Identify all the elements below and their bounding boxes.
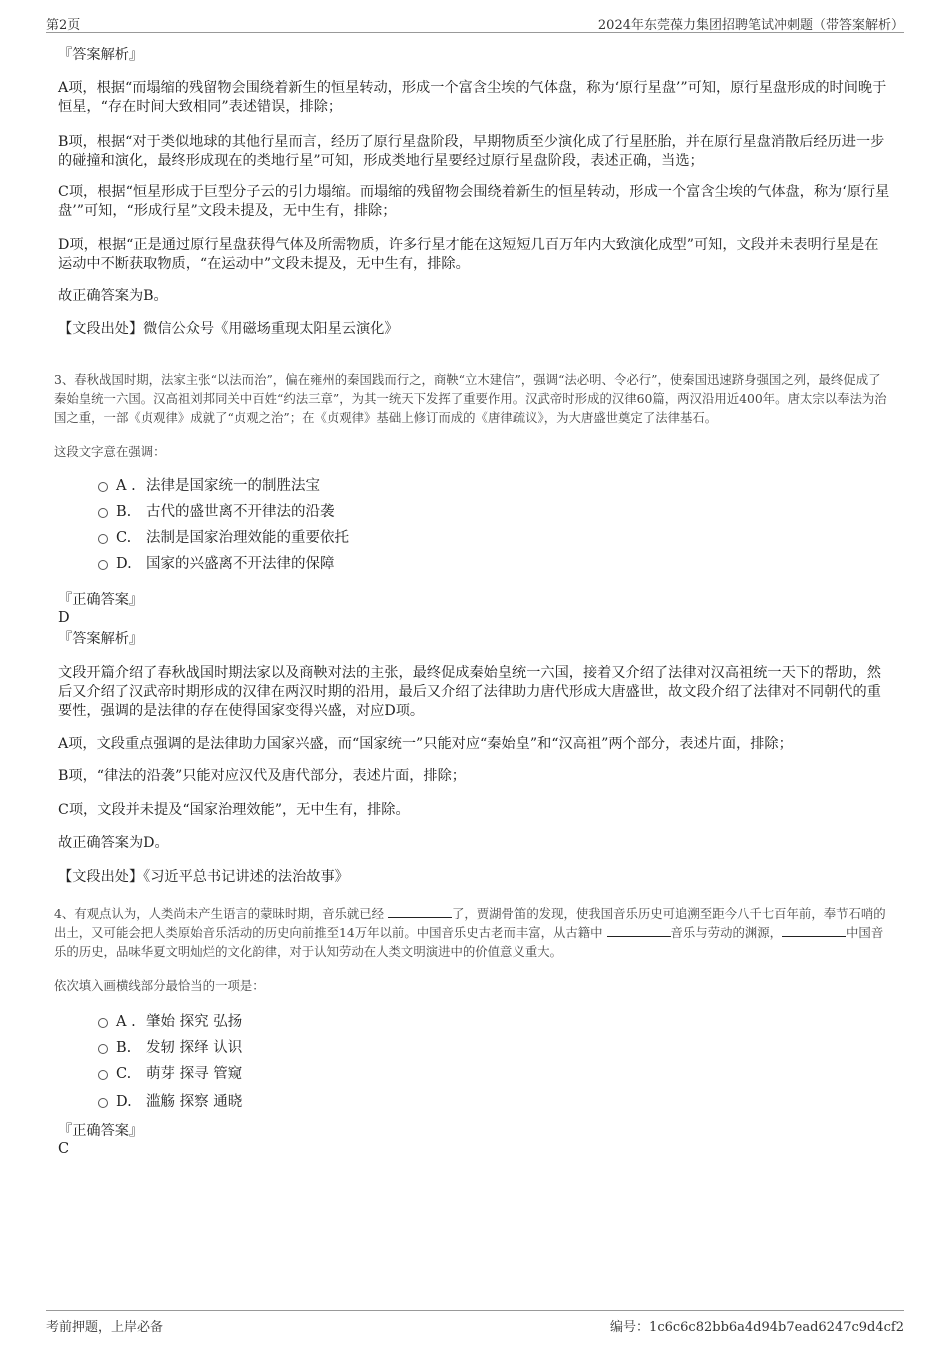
fill-blank-3 bbox=[782, 924, 846, 937]
q4-option-d[interactable]: D. 滥觞 探察 通晓 bbox=[98, 1092, 242, 1112]
q2-analysis-b: B项，根据“对于类似地球的其他行星而言，经历了原行星盘阶段，早期物质至少演化成了行星胚胎，并在原行星盘消散后经历进一步的碰撞和演化，最终形成现在的类地行星”可知，形成类地行星要经过原行星盘阶段，表述正确，当选； bbox=[58, 134, 885, 169]
q3-option-b[interactable]: B. 古代的盛世离不开律法的沿袭 bbox=[98, 502, 335, 522]
q3-analysis-c: C项，文段并未提及“国家治理效能”，无中生有，排除。 bbox=[58, 802, 410, 818]
q3-option-c[interactable]: C. 法制是国家治理效能的重要依托 bbox=[98, 528, 349, 548]
radio-icon[interactable] bbox=[98, 1070, 108, 1080]
q2-analysis-d: D项，根据“正是通过原行星盘获得气体及所需物质，许多行星才能在这短短几百万年内大致演化成型”可知，文段并未表明行星是在运动中不断获取物质，“在运动中”文段未提及，无中生有，排除。 bbox=[58, 237, 879, 272]
q3-option-a[interactable]: A . 法律是国家统一的制胜法宝 bbox=[98, 476, 320, 496]
radio-icon[interactable] bbox=[98, 508, 108, 518]
footer-slogan: 考前押题，上岸必备 bbox=[46, 1320, 164, 1335]
q4-option-b[interactable]: B. 发轫 探绎 认识 bbox=[98, 1038, 242, 1058]
page-number: 第2页 bbox=[46, 18, 81, 33]
document-id: 编号：1c6c6c82bb6a4d94b7ead6247c9d4cf2 bbox=[610, 1320, 904, 1335]
radio-icon[interactable] bbox=[98, 560, 108, 570]
q2-conclusion: 故正确答案为B。 bbox=[58, 288, 168, 304]
q4-answer-label: 『正确答案』 bbox=[58, 1123, 144, 1139]
q3-answer-label: 『正确答案』 bbox=[58, 592, 144, 608]
q2-analysis-label: 『答案解析』 bbox=[58, 47, 144, 63]
fill-blank-1 bbox=[388, 905, 452, 918]
q3-conclusion: 故正确答案为D。 bbox=[58, 835, 169, 851]
q4-option-c[interactable]: C. 萌芽 探寻 管窥 bbox=[98, 1064, 242, 1084]
q2-source: 【文段出处】微信公众号《用磁场重现太阳星云演化》 bbox=[58, 321, 399, 337]
radio-icon[interactable] bbox=[98, 1018, 108, 1028]
radio-icon[interactable] bbox=[98, 482, 108, 492]
fill-blank-2 bbox=[607, 924, 671, 937]
page-footer bbox=[46, 1310, 904, 1335]
q2-analysis-a: A项，根据“而塌缩的残留物会围绕着新生的恒星转动，形成一个富含尘埃的气体盘，称为‘原行星盘’”可知，原行星盘形成的时间晚于恒星，“存在时间大致相同”表述错误，排除； bbox=[58, 80, 887, 115]
q3-answer: D bbox=[58, 610, 70, 626]
q3-analysis-label: 『答案解析』 bbox=[58, 631, 144, 647]
q3-analysis-a: A项，文段重点强调的是法律助力国家兴盛，而“国家统一”只能对应“秦始皇”和“汉高祖”两个部分，表述片面，排除； bbox=[58, 736, 793, 752]
q4-stem: 4、有观点认为，人类尚未产生语言的蒙昧时期，音乐就已经 了，贾湖骨笛的发现，使我国音乐历史可追溯至距今八千七百年前，奉节石哨的出土，又可能会把人类原始音乐活动的历史向前推至14万年以前。中国音乐史古老而丰富，从古籍中 音乐与劳动的渊源， 中国音乐的历史，品味华夏文明灿烂的文化韵律，对于认知劳动在人类文明演进中的价值意义重大。 bbox=[54, 906, 886, 959]
q3-stem: 3、春秋战国时期，法家主张“以法而治”，偏在雍州的秦国践而行之，商鞅“立木建信”，强调“法必明、令必行”，使秦国迅速跻身强国之列，最终促成了秦始皇统一六国。汉高祖刘邦同关中百姓“约法三章”，为其一统天下发挥了重要作用。汉武帝时形成的汉律60篇，两汉沿用近400年。唐太宗以奉法为治国之重，一部《贞观律》成就了“贞观之治”；在《贞观律》基础上修订而成的《唐律疏议》，为大唐盛世奠定了法律基石。 bbox=[54, 372, 887, 425]
q3-option-d[interactable]: D. 国家的兴盛离不开法律的保障 bbox=[98, 554, 335, 574]
radio-icon[interactable] bbox=[98, 534, 108, 544]
q4-answer: C bbox=[58, 1141, 70, 1157]
radio-icon[interactable] bbox=[98, 1044, 108, 1054]
q3-source: 【文段出处】《习近平总书记讲述的法治故事》 bbox=[58, 869, 349, 885]
q3-prompt: 这段文字意在强调： bbox=[54, 444, 166, 459]
q3-analysis-b: B项，“律法的沿袭”只能对应汉代及唐代部分，表述片面，排除； bbox=[58, 768, 466, 784]
q2-analysis-c: C项，根据“恒星形成于巨型分子云的引力塌缩。而塌缩的残留物会围绕着新生的恒星转动，形成一个富含尘埃的气体盘，称为‘原行星盘’”可知，“形成行星”文段未提及，无中生有，排除； bbox=[58, 184, 890, 219]
radio-icon[interactable] bbox=[98, 1098, 108, 1108]
page-header bbox=[46, 12, 904, 33]
document-title: 2024年东莞葆力集团招聘笔试冲刺题（带答案解析） bbox=[597, 18, 904, 33]
q4-option-a[interactable]: A . 肇始 探究 弘扬 bbox=[98, 1012, 242, 1032]
q3-analysis-main: 文段开篇介绍了春秋战国时期法家以及商鞅对法的主张，最终促成秦始皇统一六国，接着又介绍了法律对汉高祖统一天下的帮助，然后又介绍了汉武帝时期形成的汉律在两汉时期的沿用，最后又介绍了法律助力唐代形成大唐盛世，故文段介绍了法律对不同朝代的重要性，强调的是法律的存在使得国家变得兴盛，对应D项。 bbox=[58, 665, 881, 719]
q4-prompt: 依次填入画横线部分最恰当的一项是： bbox=[54, 978, 265, 993]
